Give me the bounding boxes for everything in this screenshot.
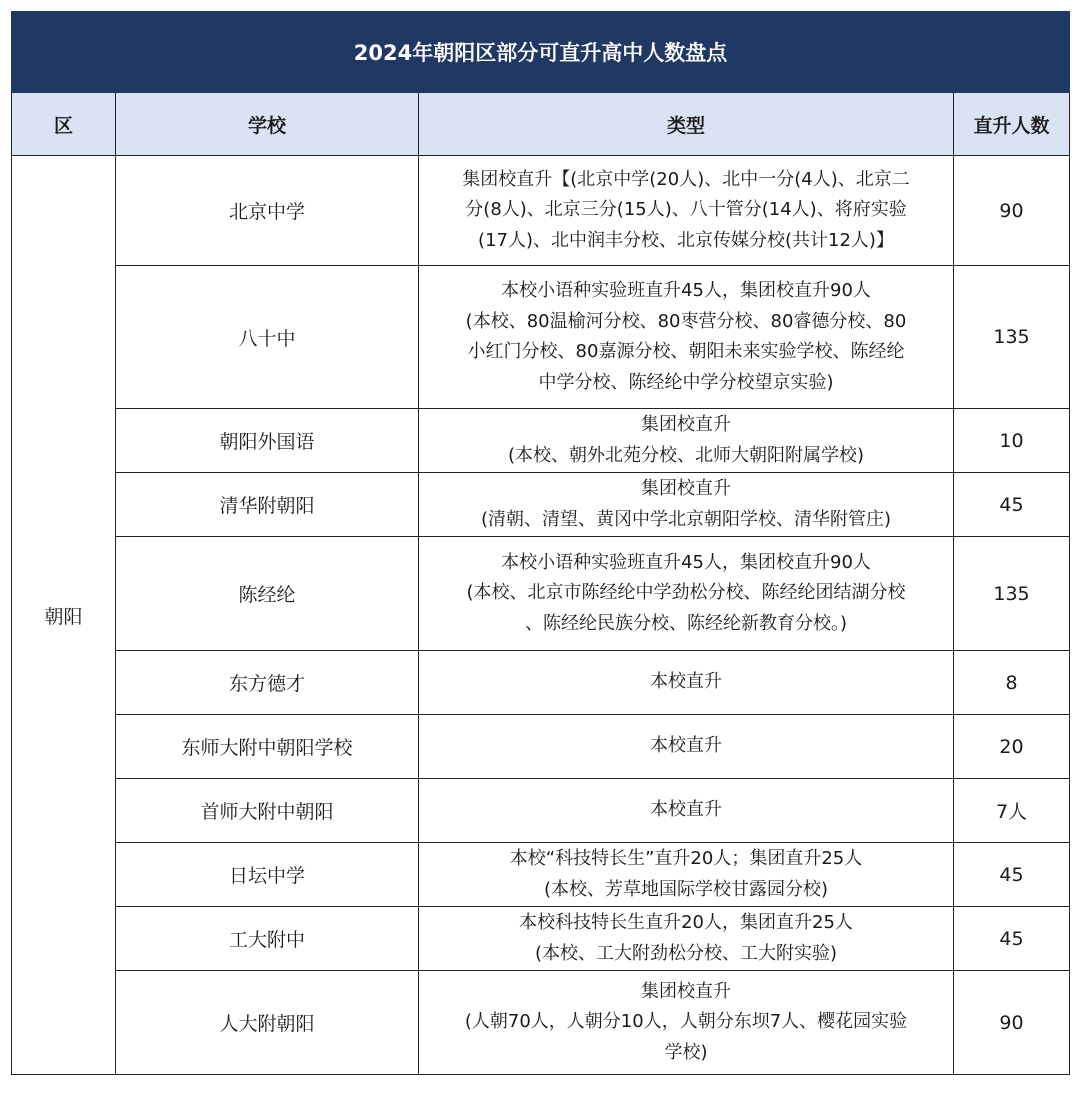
header-school: 学校 (116, 93, 419, 156)
table-row (12, 971, 1070, 1075)
type-cell (419, 473, 954, 537)
type-line: 本校直升 (650, 671, 722, 693)
school-cell: 陈经纶 (116, 537, 419, 651)
type-cell (419, 715, 954, 779)
school-cell: 清华附朝阳 (116, 473, 419, 537)
count-cell: 135 (954, 537, 1070, 651)
type-line: 集团校直升【(北京中学(20人)、北中一分(4人)、北京二 (462, 168, 910, 190)
type-cell (419, 537, 954, 651)
type-line: 本校小语种实验班直升45人，集团校直升90人 (501, 280, 871, 301)
count-cell: 7人 (954, 779, 1070, 843)
school-cell: 东师大附中朝阳学校 (116, 715, 419, 779)
header-type: 类型 (419, 93, 954, 156)
type-cell (419, 409, 954, 473)
school-cell: 工大附中 (116, 907, 419, 971)
type-line: 本校“科技特长生”直升20人；集团直升25人 (509, 848, 863, 869)
type-line: 学校) (664, 1041, 708, 1063)
type-line: (本校、工大附劲松分校、工大附实验) (534, 942, 838, 964)
type-line: (本校、芳草地国际学校甘露园分校) (543, 878, 829, 900)
district-cell: 朝阳 (12, 156, 116, 1075)
count-cell: 45 (954, 473, 1070, 537)
header-count: 直升人数 (954, 93, 1070, 156)
type-cell (419, 907, 954, 971)
table-row (12, 779, 1070, 843)
school-cell: 首师大附中朝阳 (116, 779, 419, 843)
type-cell (419, 843, 954, 907)
count-cell: 45 (954, 907, 1070, 971)
count-cell: 90 (954, 156, 1070, 266)
table-row (12, 715, 1070, 779)
type-cell (419, 779, 954, 843)
type-cell (419, 266, 954, 409)
table-row (12, 843, 1070, 907)
school-cell: 日坛中学 (116, 843, 419, 907)
type-line: 分(8人)、北京三分(15人)、八十管分(14人)、将府实验 (465, 199, 907, 221)
table-title: 2024年朝阳区部分可直升高中人数盘点 (12, 12, 1070, 93)
type-line: 本校科技特长生直升20人，集团直升25人 (519, 912, 853, 933)
school-cell: 东方德才 (116, 651, 419, 715)
school-cell: 人大附朝阳 (116, 971, 419, 1075)
school-cell: 朝阳外国语 (116, 409, 419, 473)
type-line: 小红门分校、80嘉源分校、朝阳未来实验学校、陈经纶 (467, 341, 905, 362)
type-line: (本校、80温榆河分校、80枣营分校、80睿德分校、80 (465, 310, 907, 332)
type-line: (清朝、清望、黄冈中学北京朝阳学校、清华附管庄) (480, 508, 892, 530)
direct-promotion-table (11, 11, 1070, 1075)
count-cell: 45 (954, 843, 1070, 907)
school-cell: 北京中学 (116, 156, 419, 266)
type-cell (419, 651, 954, 715)
type-cell (419, 971, 954, 1075)
count-cell: 135 (954, 266, 1070, 409)
type-cell (419, 156, 954, 266)
type-line: 、陈经纶民族分校、陈经纶新教育分校。) (524, 612, 848, 634)
table-row (12, 473, 1070, 537)
type-line: 集团校直升 (641, 478, 731, 499)
type-line: (本校、北京市陈经纶中学劲松分校、陈经纶团结湖分校 (466, 582, 906, 604)
type-line: 本校直升 (650, 735, 722, 757)
school-cell: 八十中 (116, 266, 419, 409)
table-row (12, 537, 1070, 651)
type-line: (本校、朝外北苑分校、北师大朝阳附属学校) (507, 444, 865, 466)
table-row (12, 409, 1070, 473)
table-row (12, 156, 1070, 266)
type-line: 集团校直升 (641, 414, 731, 435)
header-district: 区 (12, 93, 116, 156)
header-row (12, 93, 1070, 156)
type-line: 中学分校、陈经纶中学分校望京实验) (538, 371, 834, 393)
table-row (12, 651, 1070, 715)
count-cell: 20 (954, 715, 1070, 779)
count-cell: 90 (954, 971, 1070, 1075)
type-line: 本校直升 (650, 799, 722, 821)
table-row (12, 266, 1070, 409)
count-cell: 8 (954, 651, 1070, 715)
table-row (12, 907, 1070, 971)
type-line: (17人)、北中润丰分校、北京传媒分校(共计12人)】 (478, 229, 894, 251)
type-line: 本校小语种实验班直升45人，集团校直升90人 (501, 551, 871, 573)
type-line: 集团校直升 (641, 980, 731, 1002)
count-cell: 10 (954, 409, 1070, 473)
type-line: (人朝70人，人朝分10人，人朝分东坝7人、樱花园实验 (464, 1011, 908, 1033)
